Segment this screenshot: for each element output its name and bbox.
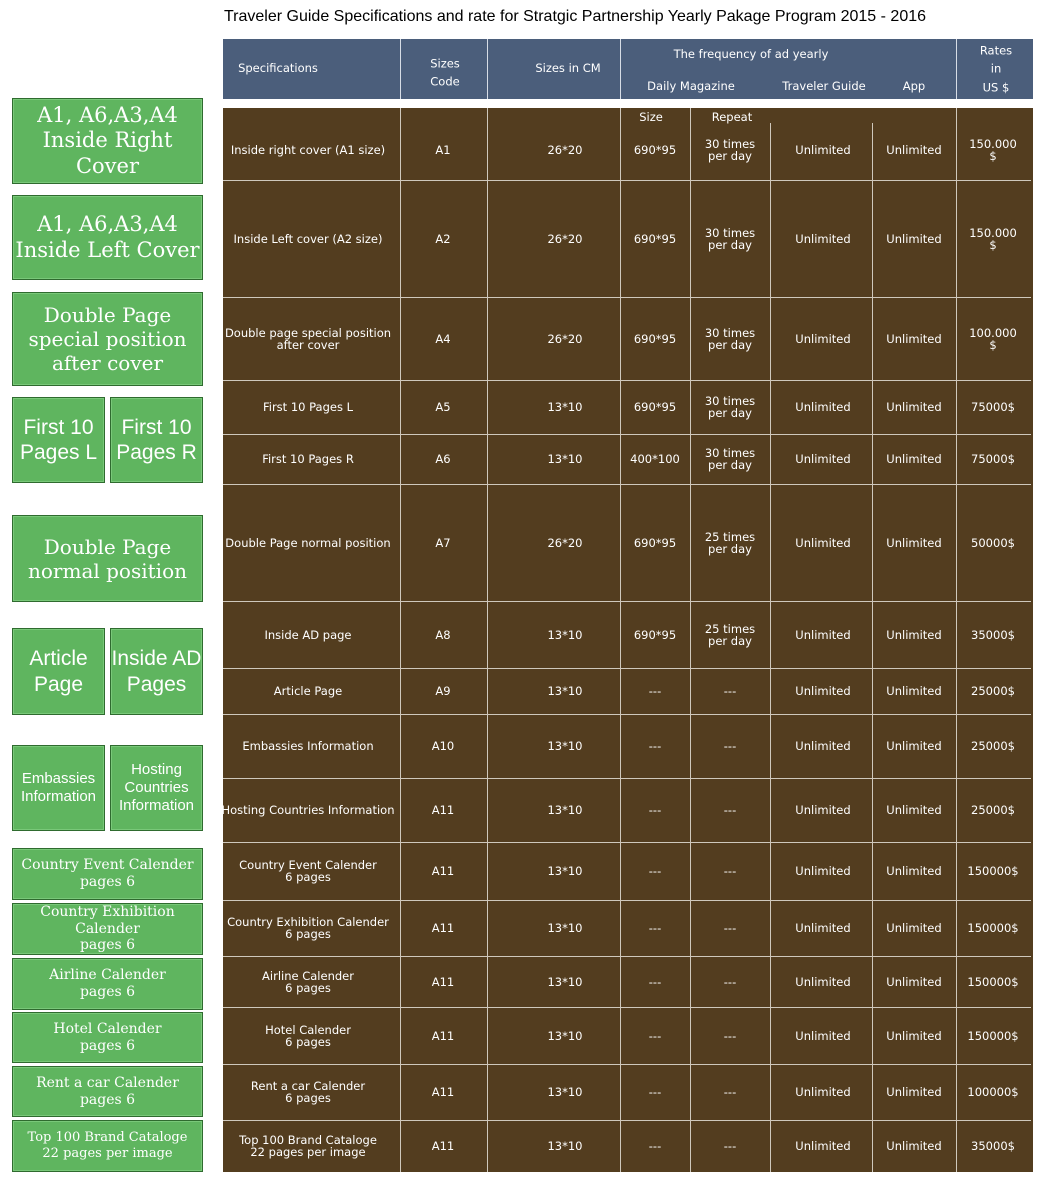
row-divider: [223, 900, 1031, 901]
table-cell-cm: 13*10: [547, 1084, 583, 1099]
table-cell-repeat: ---: [723, 920, 737, 935]
table-cell-rate: 150.000 $: [969, 136, 1017, 163]
table-cell-size: ---: [648, 738, 662, 753]
table-cell-repeat: ---: [723, 683, 737, 698]
column-divider: [690, 108, 691, 1172]
table-cell-spec: Top 100 Brand Cataloge 22 pages per image: [239, 1132, 377, 1159]
table-cell-cm: 13*10: [547, 738, 583, 753]
table-cell-code: A11: [431, 1084, 455, 1099]
table-cell-spec: Hotel Calender 6 pages: [265, 1022, 351, 1049]
page-title: Traveler Guide Specifications and rate for Stratgic Partnership Yearly Pakage Program 2015 - 2016: [224, 8, 927, 25]
table-cell-code: A1: [435, 142, 451, 157]
subheader-size: Size: [639, 109, 663, 124]
header-rates: Rates in US $: [979, 43, 1013, 95]
row-divider: [223, 956, 1031, 957]
table-cell-repeat: 30 times per day: [704, 225, 756, 252]
column-divider: [956, 108, 957, 1172]
table-cell-code: A11: [431, 1028, 455, 1043]
rates-table: [223, 108, 1033, 1172]
row-divider: [223, 180, 1031, 181]
sidebar-label: Country Event Calender pages 6: [21, 857, 194, 890]
table-cell-size: 690*95: [633, 231, 677, 246]
table-cell-size: ---: [648, 1138, 662, 1153]
row-divider: [223, 778, 1031, 779]
table-cell-code: A7: [435, 535, 451, 550]
table-cell-app: Unlimited: [886, 683, 942, 698]
sidebar-box-inside-right-cover: [12, 98, 203, 184]
table-cell-rate: 100000$: [967, 1084, 1019, 1099]
sidebar-box-hosting-countries: [110, 745, 203, 831]
sidebar-box-airline-calender: [12, 958, 203, 1010]
table-cell-repeat: 30 times per day: [704, 136, 756, 163]
table-cell-rate: 25000$: [971, 738, 1015, 753]
sidebar-label: Double Page special position after cover: [28, 303, 187, 375]
table-cell-app: Unlimited: [886, 451, 942, 466]
table-cell-size: 690*95: [633, 331, 677, 346]
sidebar-label: Airline Calender pages 6: [49, 967, 166, 1000]
table-cell-guide: Unlimited: [795, 399, 851, 414]
sidebar-label: First 10 Pages L: [19, 415, 98, 464]
table-cell-spec: First 10 Pages R: [262, 451, 354, 466]
table-cell-code: A11: [431, 974, 455, 989]
table-cell-repeat: ---: [723, 738, 737, 753]
table-cell-rate: 75000$: [971, 451, 1015, 466]
table-cell-cm: 26*20: [547, 331, 583, 346]
table-cell-app: Unlimited: [886, 331, 942, 346]
table-cell-code: A11: [431, 863, 455, 878]
row-divider: [223, 842, 1031, 843]
table-cell-app: Unlimited: [886, 738, 942, 753]
table-cell-rate: 150000$: [967, 920, 1019, 935]
table-cell-guide: Unlimited: [795, 920, 851, 935]
table-cell-cm: 13*10: [547, 974, 583, 989]
header-frequency: The frequency of ad yearly: [673, 46, 829, 61]
table-cell-spec: Inside Left cover (A2 size): [233, 231, 383, 246]
table-cell-size: 690*95: [633, 399, 677, 414]
header-specifications: Specifications: [238, 60, 318, 75]
table-cell-spec: Hosting Countries Information: [221, 802, 395, 817]
table-cell-spec: Inside AD page: [264, 627, 352, 642]
row-divider: [223, 380, 1031, 381]
sidebar-box-double-page-special: [12, 292, 203, 386]
table-cell-guide: Unlimited: [795, 1028, 851, 1043]
sidebar-label: Top 100 Brand Cataloge 22 pages per image: [27, 1130, 188, 1161]
table-cell-code: A4: [435, 331, 451, 346]
sidebar-box-embassies: [12, 745, 105, 831]
table-cell-rate: 150000$: [967, 863, 1019, 878]
table-cell-rate: 75000$: [971, 399, 1015, 414]
table-cell-rate: 25000$: [971, 683, 1015, 698]
sidebar-label: Hosting Countries Information: [118, 761, 195, 814]
sidebar-label: Country Exhibition Calender pages 6: [40, 903, 175, 954]
table-cell-repeat: ---: [723, 1084, 737, 1099]
table-cell-spec: Embassies Information: [242, 738, 374, 753]
table-cell-guide: Unlimited: [795, 331, 851, 346]
sidebar-label: Embassies Information: [20, 770, 97, 805]
table-cell-cm: 26*20: [547, 535, 583, 550]
column-divider: [620, 108, 621, 1172]
table-cell-size: 400*100: [630, 451, 680, 466]
column-divider: [770, 123, 771, 1172]
table-cell-cm: 26*20: [547, 231, 583, 246]
table-cell-size: ---: [648, 802, 662, 817]
table-cell-app: Unlimited: [886, 974, 942, 989]
sidebar-box-hotel-calender: [12, 1012, 203, 1063]
table-cell-app: Unlimited: [886, 535, 942, 550]
table-cell-cm: 13*10: [547, 920, 583, 935]
table-cell-size: ---: [648, 974, 662, 989]
table-cell-repeat: 25 times per day: [704, 621, 756, 648]
header-divider: [956, 39, 957, 99]
sidebar-box-article-page: [12, 628, 105, 715]
table-cell-app: Unlimited: [886, 1138, 942, 1153]
header-divider: [400, 39, 401, 99]
table-cell-guide: Unlimited: [795, 535, 851, 550]
table-cell-spec: Airline Calender 6 pages: [262, 968, 354, 995]
table-cell-guide: Unlimited: [795, 142, 851, 157]
table-cell-guide: Unlimited: [795, 1084, 851, 1099]
table-cell-app: Unlimited: [886, 142, 942, 157]
table-cell-spec: Inside right cover (A1 size): [230, 142, 386, 157]
table-cell-spec: Article Page: [273, 683, 343, 698]
table-cell-repeat: ---: [723, 1028, 737, 1043]
row-divider: [223, 434, 1031, 435]
table-cell-code: A8: [435, 627, 451, 642]
table-cell-app: Unlimited: [886, 1028, 942, 1043]
table-cell-rate: 35000$: [971, 627, 1015, 642]
sidebar-box-country-event-calender: [12, 848, 203, 900]
table-cell-rate: 25000$: [971, 802, 1015, 817]
header-divider: [620, 39, 621, 99]
row-divider: [223, 1007, 1031, 1008]
table-cell-rate: 150000$: [967, 974, 1019, 989]
table-cell-app: Unlimited: [886, 231, 942, 246]
table-cell-size: 690*95: [633, 535, 677, 550]
sidebar-box-rent-a-car-calender: [12, 1066, 203, 1117]
table-cell-app: Unlimited: [886, 627, 942, 642]
subheader-repeat: Repeat: [711, 109, 753, 124]
sidebar-label: Rent a car Calender pages 6: [36, 1074, 179, 1108]
sidebar-box-double-page-normal: [12, 515, 203, 602]
table-cell-guide: Unlimited: [795, 863, 851, 878]
sidebar-label: Article Page: [29, 647, 88, 696]
table-cell-code: A10: [431, 738, 455, 753]
table-cell-spec: Double Page normal position: [225, 535, 391, 550]
table-cell-spec: Country Exhibition Calender 6 pages: [227, 914, 389, 941]
table-cell-size: 690*95: [633, 627, 677, 642]
table-cell-cm: 13*10: [547, 399, 583, 414]
table-cell-app: Unlimited: [886, 1084, 942, 1099]
sidebar-box-country-exhibition-calender: [12, 903, 203, 955]
table-cell-guide: Unlimited: [795, 451, 851, 466]
table-cell-spec: Rent a car Calender 6 pages: [250, 1078, 366, 1105]
table-cell-app: Unlimited: [886, 802, 942, 817]
sidebar-box-inside-left-cover: [12, 195, 203, 280]
sidebar-label: First 10 Pages R: [116, 415, 197, 464]
table-cell-repeat: ---: [723, 974, 737, 989]
sidebar-box-first-10-pages-r: [110, 397, 203, 483]
header-sizes-code: Sizes Code: [430, 56, 460, 89]
table-cell-app: Unlimited: [886, 920, 942, 935]
table-cell-guide: Unlimited: [795, 738, 851, 753]
table-cell-code: A11: [431, 802, 455, 817]
table-cell-app: Unlimited: [886, 399, 942, 414]
table-cell-size: ---: [648, 683, 662, 698]
sidebar-label: Hotel Calender pages 6: [53, 1020, 162, 1054]
header-daily-magazine: Daily Magazine: [647, 78, 735, 93]
table-cell-size: ---: [648, 1084, 662, 1099]
table-cell-guide: Unlimited: [795, 627, 851, 642]
column-divider: [487, 108, 488, 1172]
table-cell-rate: 50000$: [971, 535, 1015, 550]
row-divider: [223, 1120, 1031, 1121]
table-cell-cm: 13*10: [547, 683, 583, 698]
header-traveler-guide: Traveler Guide: [782, 78, 866, 93]
row-divider: [223, 601, 1031, 602]
table-cell-repeat: 25 times per day: [704, 529, 756, 556]
table-cell-repeat: 30 times per day: [704, 445, 756, 472]
row-divider: [223, 714, 1031, 715]
table-cell-cm: 13*10: [547, 1138, 583, 1153]
column-divider: [400, 108, 401, 1172]
header-sizes-cm: Sizes in CM: [535, 60, 601, 75]
table-cell-spec: First 10 Pages L: [262, 399, 354, 414]
table-cell-repeat: 30 times per day: [704, 325, 756, 352]
table-cell-code: A5: [435, 399, 451, 414]
table-header: [223, 39, 1033, 99]
sidebar-label: A1, A6,A3,A4 Inside Left Cover: [15, 212, 200, 262]
table-cell-code: A11: [431, 1138, 455, 1153]
sidebar-box-first-10-pages-l: [12, 397, 105, 483]
table-cell-size: 690*95: [633, 142, 677, 157]
table-cell-cm: 26*20: [547, 142, 583, 157]
table-cell-repeat: ---: [723, 802, 737, 817]
table-cell-guide: Unlimited: [795, 974, 851, 989]
table-cell-rate: 100.000 $: [969, 325, 1017, 352]
table-cell-cm: 13*10: [547, 863, 583, 878]
table-cell-size: ---: [648, 1028, 662, 1043]
row-divider: [223, 484, 1031, 485]
table-cell-repeat: 30 times per day: [704, 393, 756, 420]
header-app: App: [902, 78, 926, 93]
table-cell-cm: 13*10: [547, 451, 583, 466]
table-cell-code: A11: [431, 920, 455, 935]
sidebar-label: Double Page normal position: [28, 534, 187, 583]
table-cell-rate: 35000$: [971, 1138, 1015, 1153]
table-cell-size: ---: [648, 920, 662, 935]
table-cell-cm: 13*10: [547, 802, 583, 817]
table-cell-repeat: ---: [723, 863, 737, 878]
column-divider: [872, 123, 873, 1172]
sidebar-label: A1, A6,A3,A4 Inside Right Cover: [37, 103, 178, 178]
table-cell-size: ---: [648, 863, 662, 878]
table-cell-guide: Unlimited: [795, 802, 851, 817]
table-cell-code: A6: [435, 451, 451, 466]
table-cell-guide: Unlimited: [795, 231, 851, 246]
table-cell-rate: 150000$: [967, 1028, 1019, 1043]
table-cell-cm: 13*10: [547, 627, 583, 642]
sidebar-label: Inside AD Pages: [111, 647, 202, 696]
table-cell-repeat: ---: [723, 1138, 737, 1153]
table-cell-code: A2: [435, 231, 451, 246]
header-divider: [487, 39, 488, 99]
sidebar-box-inside-ad-pages: [110, 628, 203, 715]
table-cell-rate: 150.000 $: [969, 225, 1017, 252]
row-divider: [223, 1064, 1031, 1065]
table-cell-spec: Country Event Calender 6 pages: [239, 857, 377, 884]
row-divider: [223, 668, 1031, 669]
row-divider: [223, 297, 1031, 298]
sidebar-box-top-100-brand: [12, 1120, 203, 1172]
table-cell-app: Unlimited: [886, 863, 942, 878]
table-cell-guide: Unlimited: [795, 1138, 851, 1153]
table-cell-spec: Double page special position after cover: [224, 325, 392, 352]
table-cell-code: A9: [435, 683, 451, 698]
table-cell-cm: 13*10: [547, 1028, 583, 1043]
table-cell-guide: Unlimited: [795, 683, 851, 698]
